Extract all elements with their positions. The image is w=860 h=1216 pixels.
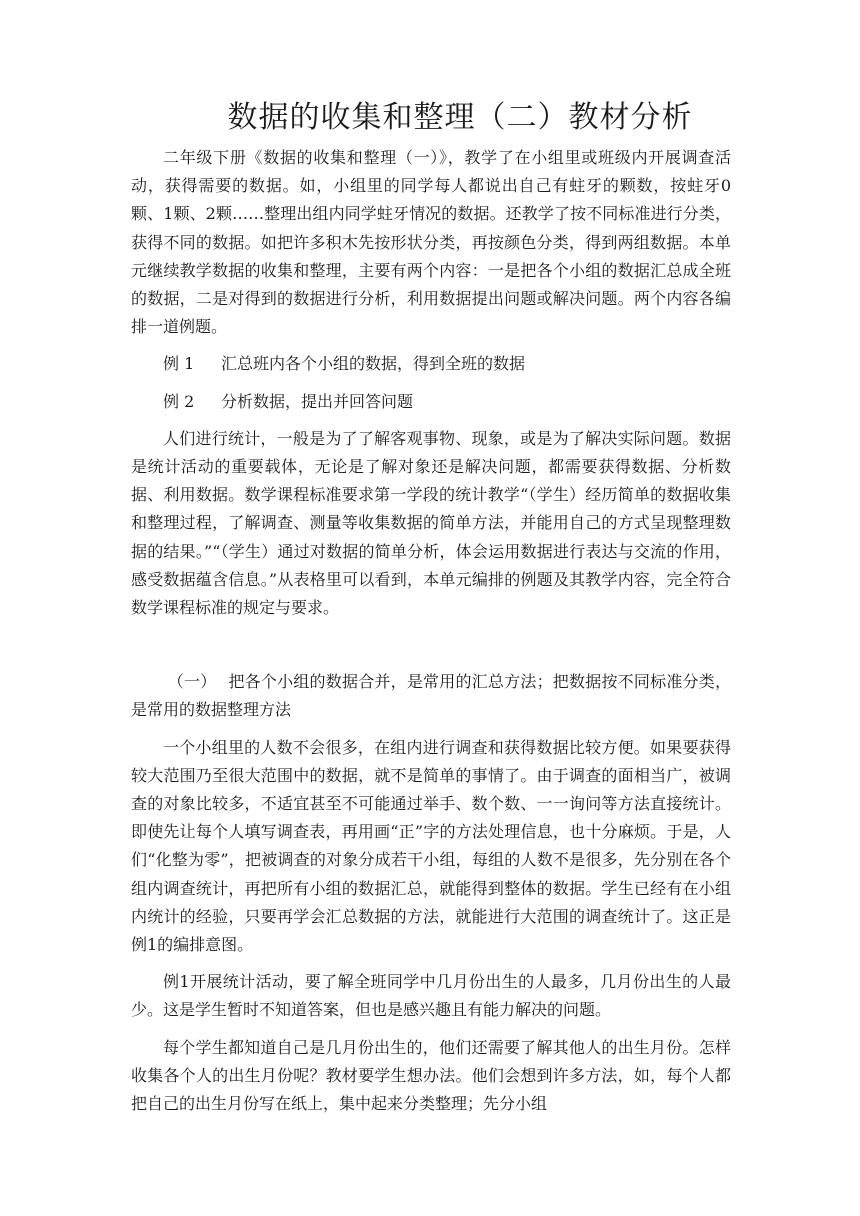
section-gap	[131, 631, 731, 668]
intro-paragraph: 二年级下册《数据的收集和整理（一）》，教学了在小组里或班级内开展调查活动，获得需要的数据。如，小组里的同学每人都说出自己有蛀牙的颗数，按蛀牙0颗、1颗、2颗……整理出组内同学蛀牙情况的数据。还教学了按不同标准进行分类，获得不同的数据。如把许多积木先按形状分类，再按颜色分类，得到两组数据。本单元继续教学数据的收集和整理，主要有两个内容：一是把各个小组的数据汇总成全班的数据，二是对得到的数据进行分析，利用数据提出问题或解决问题。两个内容各编排一道例题。	[131, 148, 731, 337]
example-1-label: 例 1	[163, 354, 195, 374]
birth-month-paragraph: 每个学生都知道自己是几月份出生的，他们还需要了解其他人的出生月份。怎样收集各个人的出生月份呢？教材要学生想办法。他们会想到许多方法，如，每个人都把自己的出生月份写在纸上，集中起来分类整理；先分小组	[131, 1037, 731, 1114]
example-2-text: 分析数据，提出并回答问题	[221, 391, 414, 411]
section-1-number: （一）	[167, 672, 217, 692]
example-1-text: 汇总班内各个小组的数据，得到全班的数据	[221, 354, 526, 374]
document-title: 数据的收集和整理（二）教材分析	[227, 100, 693, 135]
grouping-paragraph: 一个小组里的人数不会很多，在组内进行调查和获得数据比较方便。如果要获得较大范围乃至很大范围中的数据，就不是简单的事情了。由于调查的面相当广，被调查的对象比较多，不适宜甚至不可能通过举手、数个数、一一询问等方法直接统计。即使先让每个人填写调查表，再用画“正”字的方法处理信息，也十分麻烦。于是，人们“化整为零”，把被调查的对象分成若干小组，每组的人数不是很多，先分别在各个组内调查统计，再把所有小组的数据汇总，就能得到整体的数据。学生已经有在小组内统计的经验，只要再学会汇总数据的方法，就能进行大范围的调查统计了。这正是例1的编排意图。	[131, 737, 731, 955]
example-2	[131, 388, 731, 416]
section-1-heading-text: 把各个小组的数据合并，是常用的汇总方法；把数据按不同标准分类，是常用的数据整理方法	[131, 672, 731, 720]
example-1	[131, 350, 731, 378]
section-1-heading	[131, 668, 731, 724]
curriculum-paragraph: 人们进行统计，一般是为了了解客观事物、现象，或是为了解决实际问题。数据是统计活动的重要载体，无论是了解对象还是解决问题，都需要获得数据、分析数据、利用数据。数学课程标准要求第一学段的统计教学“（学生）经历简单的数据收集和整理过程，了解调查、测量等收集数据的简单方法，并能用自己的方式呈现整理数据的结果。”“（学生）通过对数据的简单分析，体会运用数据进行表达与交流的作用，感受数据蕴含信息。”从表格里可以看到，本单元编排的例题及其教学内容，完全符合数学课程标准的规定与要求。	[131, 428, 731, 618]
example-2-label: 例 2	[163, 391, 195, 411]
example-1-activity-paragraph: 例1开展统计活动，要了解全班同学中几月份出生的人最多，几月份出生的人最少。这是学生暂时不知道答案，但也是感兴趣且有能力解决的问题。	[131, 972, 731, 1020]
document-body	[131, 144, 731, 1127]
